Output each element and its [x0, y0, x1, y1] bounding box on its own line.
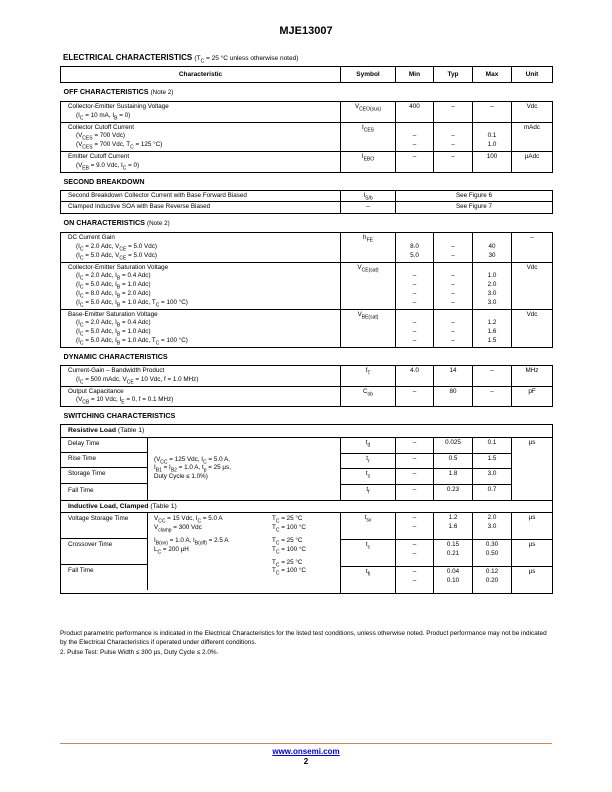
typ-cell: – – – –: [434, 262, 473, 309]
unit-cell: µAdc: [512, 151, 553, 172]
param-label: Collector-Emitter Saturation Voltage: [68, 263, 169, 271]
typ-cell: 0.025: [434, 437, 473, 453]
header-min: Min: [396, 67, 434, 83]
section-title: [63, 53, 299, 65]
off-title: OFF CHARACTERISTICS: [63, 87, 149, 97]
header-characteristic: Characteristic: [61, 67, 341, 83]
max-cell: 1.5: [473, 453, 512, 469]
table-row: [61, 513, 553, 540]
unit-cell: pF: [512, 386, 553, 407]
resistive-conditions: ($V_{CC} = 125$ Vdc, $I_C = 5.0$ A, $I_{B1} = I_{B2} = 1.0$ A, $t_p = 25$ µs, Duty Cycle ≤ 1.0%): [154, 455, 231, 481]
param-cell: [61, 122, 341, 151]
typ-cell: – –: [434, 233, 473, 262]
param-label: Emitter Cutoff Current: [68, 152, 130, 160]
param-label: Collector-Emitter Sustaining Voltage: [68, 102, 169, 110]
min-cell: – –: [396, 122, 434, 151]
header-max: Max: [473, 67, 512, 83]
inductive-param-cell: [61, 513, 341, 594]
test-condition: ($V_{CES} = 700$ Vdc): [76, 132, 125, 142]
section-row-off: [61, 83, 553, 102]
test-condition: ($I_C = 500$ mAdc, $V_{CE} = 10$ Vdc, f = 1.0 MHz): [76, 375, 199, 385]
table-row: [61, 190, 553, 202]
test-condition: ($I_C = 5.0$ Adc, $I_B = 1.0$ Adc): [76, 328, 151, 338]
min-cell: – –: [396, 540, 434, 567]
min-cell: – –: [396, 513, 434, 540]
param-label: Second Breakdown Collector Current with Base Forward Biased: [61, 190, 341, 202]
max-cell: –: [473, 365, 512, 386]
inductive-temperatures: $T_C = 25$ °C $T_C = 100$ °C $T_C = 25$ °C $T_C = 100$ °C $T_C = 25$ °C $T_C = 100$ °C: [272, 515, 306, 577]
test-condition: ($I_C = 5.0$ Adc, $I_B = 1.0$ Adc): [76, 281, 151, 291]
table-row: [61, 202, 553, 214]
param-label: Rise Time: [61, 453, 147, 468]
resistive-inner: [61, 438, 340, 500]
min-cell: –: [396, 151, 434, 172]
test-condition: ($I_C = 2.0$ Adc, $I_B = 0.4$ Adc): [76, 319, 151, 329]
unit-cell: µs: [512, 567, 553, 594]
electrical-characteristics-table: [60, 66, 553, 594]
test-condition: ($I_C = 2.0$ Adc, $I_B = 0.4$ Adc): [76, 272, 151, 282]
param-label: Voltage Storage Time: [61, 513, 147, 539]
table-row: [61, 262, 553, 309]
table-header-row: [61, 67, 553, 83]
unit-cell: µs: [512, 540, 553, 567]
max-cell: 100: [473, 151, 512, 172]
param-cell: [61, 386, 341, 407]
typ-cell: –: [434, 151, 473, 172]
param-cell: [61, 233, 341, 262]
param-cell: [61, 151, 341, 172]
typ-cell: 80: [434, 386, 473, 407]
unit-cell: mAdc: [512, 122, 553, 151]
test-condition: ($V_{EB} = 9.0$ Vdc, $I_C = 0$): [76, 161, 140, 172]
min-cell: 4.0: [396, 365, 434, 386]
subsection-row-inductive: [61, 500, 553, 513]
header-typ: Typ: [434, 67, 473, 83]
disclaimer-text: Product parametric performance is indicated in the Electrical Characteristics for the listed test conditions, unless otherwise noted. Product performance may not be indicated by the Electrical Characteristics if operated under different conditions.: [60, 630, 547, 647]
max-cell: 3.0: [473, 469, 512, 485]
symbol-cell: $t_r$: [341, 453, 396, 469]
max-cell: 40 30: [473, 233, 512, 262]
inductive-title: Inductive Load, Clamped: [68, 502, 149, 510]
typ-cell: – – –: [434, 309, 473, 347]
param-cell: [61, 309, 341, 347]
test-condition: ($I_C = 10$ mA, $I_B = 0$): [76, 111, 131, 121]
typ-cell: 14: [434, 365, 473, 386]
symbol-cell: $I_{CES}$: [341, 122, 396, 151]
unit-cell: Vdc: [512, 262, 553, 309]
min-cell: 8.0 5.0: [396, 233, 434, 262]
symbol-cell: $f_T$: [341, 365, 396, 386]
symbol-cell: $t_{sv}$: [341, 513, 396, 540]
resistive-param-cell: [61, 437, 341, 500]
param-label: Base-Emitter Saturation Voltage: [68, 310, 158, 318]
test-condition: ($I_C = 2.0$ Adc, $V_{CE} = 5.0$ Vdc): [76, 242, 157, 253]
max-cell: 1.0 2.0 3.0 3.0: [473, 262, 512, 309]
min-cell: – – –: [396, 309, 434, 347]
param-label: Crossover Time: [61, 539, 147, 565]
inductive-inner: [61, 513, 340, 590]
inductive-conditions: $V_{CC} = 15$ Vdc, $I_C = 5.0$ A $V_{clamp} = 300$ Vdc $I_{B(on)} = 1.0$ A, $I_{B(off)} = 2.5$ A $L_C = 200$ µH: [154, 515, 229, 555]
typ-cell: 0.04 0.10: [434, 567, 473, 594]
symbol-cell: $t_c$: [341, 540, 396, 567]
symbol-cell: $C_{ob}$: [341, 386, 396, 407]
min-cell: –: [396, 437, 434, 453]
section-row-dynamic: [61, 347, 553, 365]
section-row-switching: [61, 407, 553, 425]
min-cell: –: [396, 485, 434, 501]
footer-website-link[interactable]: www.onsemi.com: [272, 747, 340, 756]
test-condition: ($I_C = 5.0$ Adc, $V_{CE} = 5.0$ Vdc): [76, 251, 157, 261]
typ-cell: 1.8: [434, 469, 473, 485]
second-title: SECOND BREAKDOWN: [61, 172, 553, 190]
param-label: Current-Gain – Bandwidth Product: [68, 366, 165, 374]
symbol-cell: $t_d$: [341, 437, 396, 453]
param-label: DC Current Gain: [68, 234, 115, 242]
unit-cell: MHz: [512, 365, 553, 386]
test-condition: ($I_C = 5.0$ Adc, $I_B = 1.0$ Adc, $T_C = 100$ °C): [76, 298, 188, 309]
typ-cell: 0.23: [434, 485, 473, 501]
symbol-cell: $V_{CE(sat)}$: [341, 262, 396, 309]
symbol-cell: –: [341, 202, 396, 214]
max-cell: 0.7: [473, 485, 512, 501]
unit-cell: –: [512, 233, 553, 262]
off-note: (Note 2): [150, 89, 174, 97]
table-row: [61, 233, 553, 262]
resistive-note: (Table 1): [117, 427, 145, 435]
symbol-cell: $I_{EBO}$: [341, 151, 396, 172]
dynamic-title: DYNAMIC CHARACTERISTICS: [61, 347, 553, 365]
on-note: (Note 2): [146, 220, 170, 228]
max-cell: –: [473, 101, 512, 122]
typ-cell: – –: [434, 122, 473, 151]
max-cell: 0.30 0.50: [473, 540, 512, 567]
param-cell: [61, 365, 341, 386]
resistive-title: Resistive Load: [68, 427, 116, 435]
typ-cell: 0.5: [434, 453, 473, 469]
max-cell: 0.1 1.0: [473, 122, 512, 151]
max-cell: –: [473, 386, 512, 407]
max-cell: 0.1: [473, 437, 512, 453]
symbol-cell: $t_f$: [341, 485, 396, 501]
table-row: [61, 101, 553, 122]
footnotes: [60, 629, 553, 657]
section-row-on: [61, 214, 553, 233]
note-2: 2. Pulse Test: Pulse Width ≤ 300 µs, Duty Cycle ≤ 2.0%.: [60, 648, 219, 656]
param-label: Fall Time: [68, 567, 94, 575]
table-row: [61, 122, 553, 151]
symbol-cell: $V_{CEO(sus)}$: [341, 101, 396, 122]
param-label: Fall Time: [68, 486, 94, 494]
inductive-note: (Table 1): [150, 502, 177, 510]
value-cell: See Figure 7: [396, 202, 553, 214]
param-label: Clamped Inductive SOA with Base Reverse Biased: [61, 202, 341, 214]
symbol-cell: $V_{BE(sat)}$: [341, 309, 396, 347]
param-label: Storage Time: [61, 468, 147, 484]
header-symbol: Symbol: [341, 67, 396, 83]
subsection-row-resistive: [61, 425, 553, 438]
test-condition: ($V_{CB} = 10$ Vdc, $I_E = 0$, f = 0.1 MHz): [76, 396, 174, 406]
param-label: Output Capacitance: [68, 387, 124, 395]
max-cell: 1.2 1.6 1.5: [473, 309, 512, 347]
switching-title: SWITCHING CHARACTERISTICS: [61, 407, 553, 425]
min-cell: –: [396, 469, 434, 485]
min-cell: – – – –: [396, 262, 434, 309]
unit-cell: Vdc: [512, 309, 553, 347]
on-title: ON CHARACTERISTICS: [63, 218, 145, 228]
max-cell: 2.0 3.0: [473, 513, 512, 540]
ec-title-text: ELECTRICAL CHARACTERISTICS: [63, 53, 193, 62]
min-cell: 400: [396, 101, 434, 122]
value-cell: See Figure 6: [396, 190, 553, 202]
test-condition: ($I_C = 8.0$ Adc, $I_B = 2.0$ Adc): [76, 289, 151, 300]
table-row: [61, 437, 553, 453]
param-label: Collector Cutoff Current: [68, 123, 135, 131]
min-cell: –: [396, 453, 434, 469]
max-cell: 0.12 0.20: [473, 567, 512, 594]
min-cell: –: [396, 386, 434, 407]
footer-divider: [60, 743, 552, 744]
typ-cell: 0.15 0.21: [434, 540, 473, 567]
symbol-cell: $h_{FE}$: [341, 233, 396, 262]
symbol-cell: $I_{S/b}$: [341, 190, 396, 202]
document-title: MJE13007: [279, 25, 333, 37]
ec-condition: ($T_C = 25$ °C unless otherwise noted): [194, 55, 299, 65]
test-condition: ($V_{CES} = 700$ Vdc, $T_C = 125$ °C): [76, 141, 163, 151]
min-cell: – –: [396, 567, 434, 594]
page-number: 2: [303, 757, 309, 766]
table-row: [61, 151, 553, 172]
table-row: [61, 365, 553, 386]
symbol-cell: $t_s$: [341, 469, 396, 485]
unit-cell: µs: [512, 437, 553, 500]
unit-cell: Vdc: [512, 101, 553, 122]
unit-cell: µs: [512, 513, 553, 540]
typ-cell: 1.2 1.6: [434, 513, 473, 540]
param-cell: [61, 262, 341, 309]
test-condition: ($I_C = 5.0$ Adc, $I_B = 1.0$ Adc, $T_C = 100$ °C): [76, 337, 188, 347]
table-row: [61, 309, 553, 347]
table-row: [61, 386, 553, 407]
symbol-cell: $t_{fi}$: [341, 567, 396, 594]
header-unit: Unit: [512, 67, 553, 83]
section-row-second-breakdown: [61, 172, 553, 190]
typ-cell: –: [434, 101, 473, 122]
param-cell: [61, 101, 341, 122]
param-label: Delay Time: [61, 438, 147, 453]
